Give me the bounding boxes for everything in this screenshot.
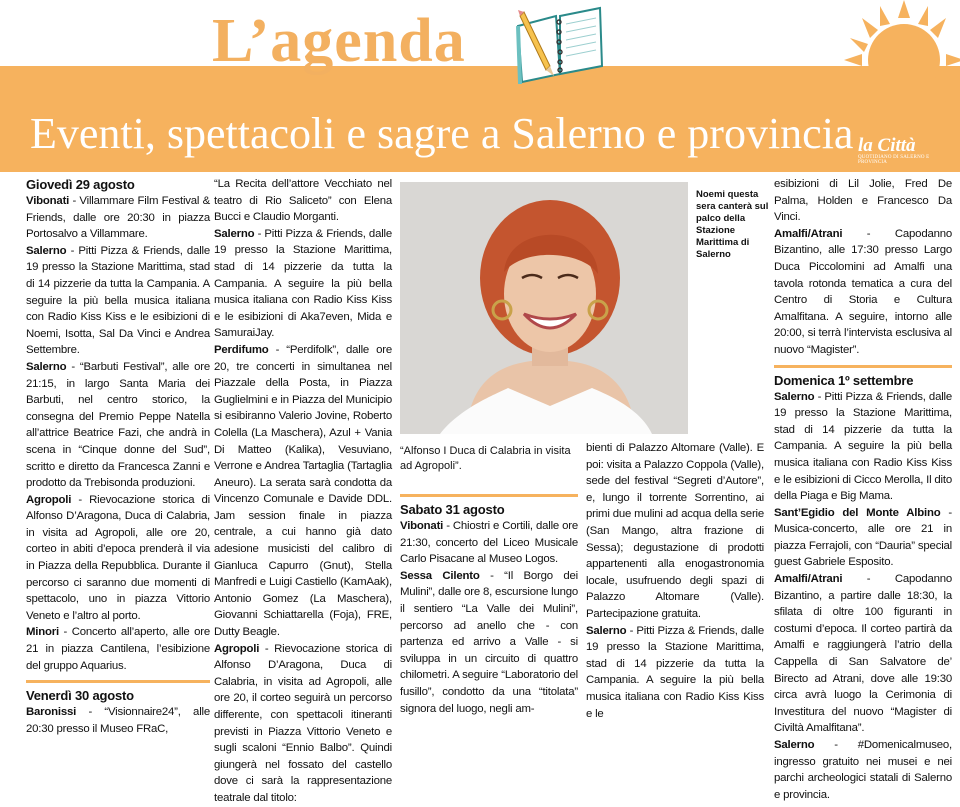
event-place: Vibonati [26,195,70,207]
page-headline: Eventi, spettacoli e sagre a Salerno e provincia [30,109,854,158]
event-text: - Capodanno Bizantino, alle 17:30 presso Largo Duca Piccolomini ad Amalfi una tavola rotonda tematica a cura del Centro di Storia e Cultura Amalfitana. A seguire, intorno alle 20:00, si terrà l’intervista esclusiva al nuovo “Magister”. [774,227,952,356]
event-place: Amalfi/Atrani [774,573,843,586]
event-text: - Rievocazione storica di Alfonso D’Aragona, Duca di Calabria, in visita ad Agropoli, alle ore 20, corteo in abiti d’epoca prenderà il via in Piazza della Repubblica. Durante il percorso ci saranno due momenti di spettacolo, uno in piazza Vittorio Veneto e l’altro al porto. [26,493,210,622]
event-entry [400,518,578,568]
event-text: - Villammare Film Festival & Friends, dalle ore 20:30 in piazza Portosalvo a Villammare. [26,195,210,241]
event-entry [26,193,210,243]
event-place: Agropoli [26,493,72,506]
event-entry [26,704,210,737]
header-banner [0,0,960,172]
logo-title: la Città [858,135,916,156]
event-text: - Chiostri e Cortili, dalle ore 21:30, concerto del Liceo Musicale Carlo Pisacane al Museo Logos. [400,520,578,566]
event-text: - Pitti Pizza & Friends, dalle 19 presso la Stazione Marittima, stad di 14 pizzerie da tutta la Campania. A seguire la più bella musica italiana con Radio Kiss Kiss e le esibizioni di Cicco Merolla, Il dito della Piaga e Big Mama. [774,390,952,503]
day-heading: Venerdì 30 agosto [26,680,210,704]
singer-portrait-image [400,182,688,434]
event-place: Sessa Cilento [400,569,480,582]
event-text: - “Visionnaire24”, alle 20:30 presso il Museo FRaC, [26,706,210,735]
event-continuation: bienti di Palazzo Altomare (Valle). E poi: visita a Palazzo Coppola (Valle), sede del festival “Segreti d’Autore”, e, lungo il torrente Sorrentino, ai primi due mulini ad acqua della serie (San Mango, altra frazione di Sessa); degustazione di prodotti appartenenti alla enogastronomia locale, usufruendo degli spazi di Palazzo Altomare (Valle). Partecipazione gratuita. [586,442,764,620]
event-entry [26,624,210,674]
day-heading: Sabato 31 agosto [400,494,578,518]
event-text: - Capodanno Bizantino, a partire dalle 18:30, la sfilata di oltre 100 figuranti in costumi d’epoca. Il corteo partirà da Amalfi e raggiungerà l’atrio della Cappella di San Salvatore de’ Birecto ad Atrani, dove alle 19:30 circa avrà luogo la Cerimonia di Investitura del nuovo “Magister di Civiltà Amalfitana”. [774,573,952,735]
singer-photo [400,182,688,434]
event-text: - “Perdifolk”, dalle ore 20, tre concerti in simultanea nel Piazzale della Posta, in Piazza Guglielmini e in Piazza del Municipio si esibiranno Valerio Jovine, Roberto Colella (La Maschera), Azul + Vania Di Matteo (Kalika), Vesuviano, Verrone e Andrea Tartaglia (Tartaglia Aneuro). La serata sarà condotta da Vincenzo Comunale e Davide DDL. Jam session finale in piazza centrale, a cui hanno già dato adesione musicisti del calibro di Gianluca Capurro (Gnut), Stella Manfredi e Luigi Castiello (KamAak), Antonio Gomez (La Maschera), Giovanni Schiattarella (Foja), FRE, Dutty Beagle. [214,343,392,639]
event-continuation: “La Recita dell’attore Vecchiato nel teatro di Rio Saliceto” con Elena Bucci e Claudio Morganti. [214,178,392,224]
event-entry [26,243,210,359]
day-heading: Giovedì 29 agosto [26,177,135,192]
event-place: Agropoli [214,642,260,655]
event-place: Perdifumo [214,343,269,356]
column-4 [586,440,764,722]
column-2 [214,176,392,807]
event-place: Minori [26,626,59,639]
event-entry [774,505,952,571]
section-kicker: L’agenda [212,7,466,75]
event-place: Vibonati [400,520,444,532]
event-text: - Pitti Pizza & Friends, dalle 19 presso la Stazione Marittima, stad di 14 pizzerie da tutta la Campania. A seguire la più bella musica italiana con Radio Kiss Kiss e le esibizioni di Noemi, Isotta, Sal Da Vinci e Andrea Settembre. [26,244,210,357]
event-text: - “Barbuti Festival”, alle ore 21:15, in largo Santa Maria dei Barbuti, nel centro storico, la consegna del Premio Peppe Natella all’attrice Beatrice Fazi, che andrà in scena in “Cinque donne del Sud”, scritto e diretto da Francesca Zanni e prodotto da Trebisonda produzioni. [26,360,210,490]
event-text: - Pitti Pizza & Friends, dalle 19 presso la Stazione Marittima, stad di 14 pizzerie da tutta la Campania. A seguire la più bella musica italiana con Radio Kiss Kiss e le [586,624,764,720]
event-entry [774,226,952,359]
event-continuation: esibizioni di Lil Jolie, Fred De Palma, Holden e Francesco Da Vinci. [774,178,952,224]
event-text: - Concerto all’aperto, alle ore 21 in piazza Cantilena, l’esibizione del gruppo Aquarius. [26,626,210,672]
column-3 [400,488,578,717]
notebook-pencil-icon [510,4,606,84]
event-text: - Musica-concerto, alle ore 21 in piazza Ferrajoli, con “Dauria” special guest Gabriele Esposito. [774,506,952,569]
event-place: Salerno [586,624,627,637]
event-place: Sant’Egidio del Monte Albino [774,506,941,519]
event-entry [214,226,392,342]
day-heading: Domenica 1º settembre [774,365,952,389]
event-entry [774,389,952,505]
event-place: Amalfi/Atrani [774,227,843,240]
column-5 [774,176,952,803]
event-place: Salerno [774,739,815,751]
event-entry [774,737,952,803]
photo-side-caption: Noemi questa sera canterà sul palco della Stazione Marittima di Salerno [696,189,769,260]
event-text: - #Domenicalmuseo, ingresso gratuito nei musei e nei parchi archeologici statali di Salerno e provincia. [774,739,952,801]
photo-under-caption: “Alfonso I Duca di Calabria in visita ad Agropoli”. [400,445,571,472]
newspaper-logo [858,136,948,165]
logo-subtitle: QUOTIDIANO DI SALERNO E PROVINCIA [858,155,930,165]
event-place: Salerno [26,360,67,373]
column-1 [26,176,210,737]
event-place: Baronissi [26,706,77,719]
event-entry [774,571,952,737]
event-entry [214,342,392,641]
event-entry [400,568,578,717]
event-place: Salerno [214,227,255,240]
event-entry [26,359,210,492]
event-place: Salerno [26,244,67,257]
event-text: - Rievocazione storica di Alfonso D’Aragona, Duca di Calabria, in visita ad Agropoli, alle ore 20, il corteo seguirà un percorso differente, con spettacoli itineranti previsti in Piazza Vittorio Veneto e sugli scaloni “Ennio Balbo”. Quindi giungerà nel fossato del castello dove ci sarà la rappresentazione teatrale dal titolo: [214,642,392,804]
event-place: Salerno [774,390,815,403]
event-text: - Pitti Pizza & Friends, dalle 19 presso la Stazione Marittima, stad di 14 pizzerie da tutta la Campania. A seguire la più bella musica italiana con Radio Kiss Kiss e le esibizioni di Aka7even, Mida e SamuraiJay. [214,227,392,340]
event-entry [26,492,210,625]
event-text: - “Il Borgo dei Mulini”, dalle ore 8, escursione lungo il sentiero “La Valle dei Mulini”, percorso ad anello che - con partenza ed arrivo a Valle - si sviluppa in un circuito di quattro chilometri. A seguire “Laboratorio del fusillo”, condotto da una “titolata” signora del luogo, negli am- [400,569,578,715]
event-entry [586,623,764,723]
